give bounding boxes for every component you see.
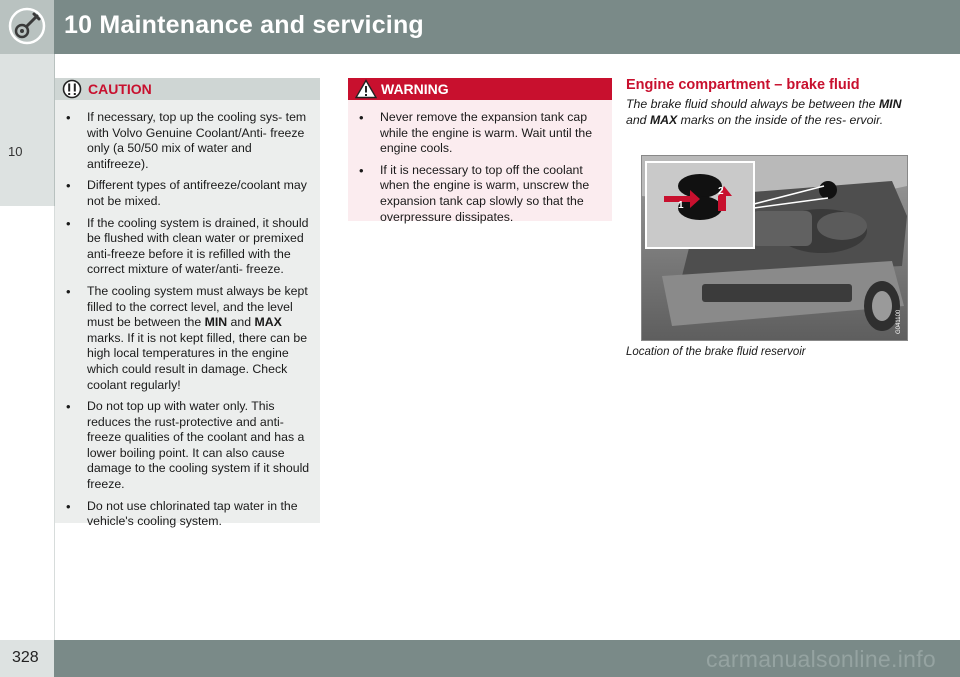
list-item: • Never remove the expansion tank cap while the engine is warm. Wait until the engine cools. [359,110,593,156]
side-margin [0,206,55,640]
caution-title: CAUTION [88,81,152,97]
warning-title: WARNING [381,81,449,97]
warning-list [348,100,612,225]
chapter-icon-box [0,0,54,54]
engine-compartment-photo [641,155,908,341]
chapter-tab [0,54,55,206]
page-header [0,0,960,54]
warning-header [348,78,612,100]
photo-caption: Location of the brake fluid reservoir [626,346,806,358]
list-item: • If it is necessary to top off the coolant when the engine is warm, unscrew the expansion tank cap slowly so that the overpressure dissipates. [359,162,590,224]
list-item: • If necessary, top up the cooling sys- tem with Volvo Genuine Coolant/Anti- freeze only (a 50/50 mix of water and antifreeze). [66,110,307,171]
list-item: • If the cooling system is drained, it should be flushed with clean water or premixed anti-freeze before it is refilled with the correct mixture of water/anti- freeze. [66,215,309,277]
list-item: • Do not top up with water only. This reduces the rust-protective and anti- freeze qualities of the coolant and has a lower boiling point. It can also cause damage to the cooling system if it should freeze. [66,399,310,492]
caution-list [55,100,320,530]
caution-box [55,78,320,529]
wrench-gear-icon [7,6,47,46]
caution-header [55,78,320,100]
page-title: 10 Maintenance and servicing [64,11,424,39]
warning-triangle-icon [355,79,377,99]
page-number-box [0,640,54,677]
warning-box [348,78,612,224]
marker-1: 1 [678,200,684,211]
photo-code: G041100 [896,309,902,334]
list-item: • The cooling system must always be kept filled to the correct level, and the level must be between the MIN and MAX marks. If it is not kept filled, there can be high local temperatures in the engine which could result in damage. Check coolant regularly! [66,283,308,392]
chapter-number: 10 [8,144,23,159]
list-item: • Different types of antifreeze/coolant may not be mixed. [66,178,307,208]
section-title: Engine compartment – brake fluid [626,77,860,93]
page-number: 328 [12,649,39,666]
page-footer [0,640,960,677]
section-intro: The brake fluid should always be between the MIN and MAX marks on the inside of the res- ervoir. [626,97,902,127]
engine-illustration [642,156,907,340]
watermark: carmanualsonline.info [705,646,936,672]
marker-2: 2 [718,186,724,197]
list-item: • Do not use chlorinated tap water in the vehicle's cooling system. [66,498,298,529]
exclamation-circle-icon [62,79,82,99]
